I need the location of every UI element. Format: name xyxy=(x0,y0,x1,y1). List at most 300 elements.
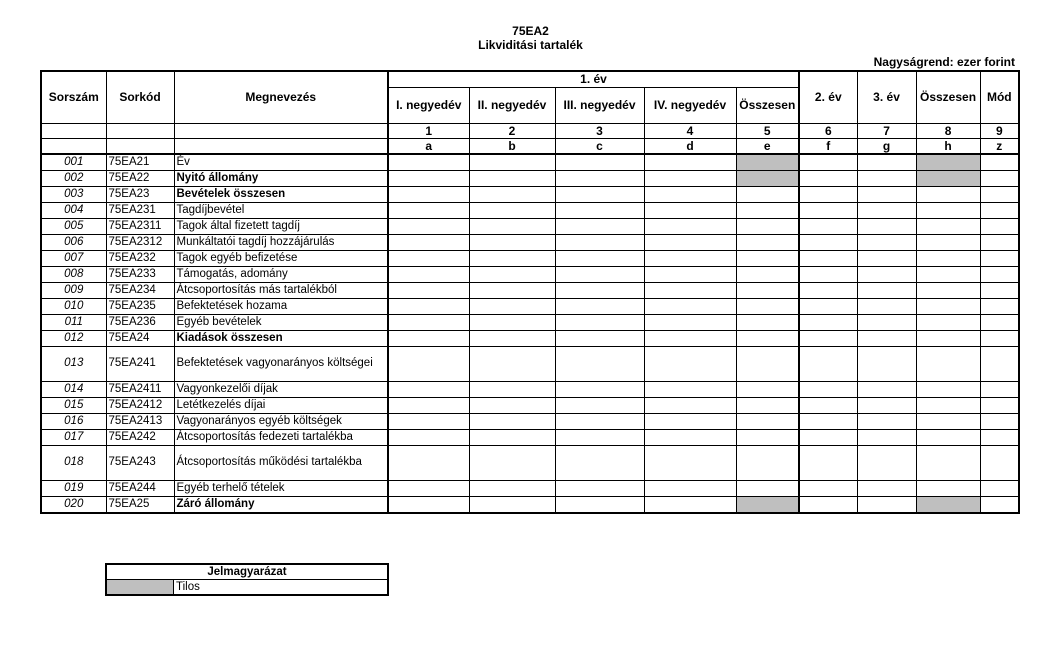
value-cell[interactable] xyxy=(644,346,736,381)
value-cell[interactable] xyxy=(555,480,644,496)
legend-label-tilos: Tilos xyxy=(174,580,389,596)
value-cell[interactable] xyxy=(799,330,857,346)
row-sorszam: 005 xyxy=(41,218,106,234)
value-cell[interactable] xyxy=(469,480,555,496)
value-cell[interactable] xyxy=(644,186,736,202)
row-sorszam: 019 xyxy=(41,480,106,496)
value-cell[interactable] xyxy=(469,413,555,429)
value-cell[interactable] xyxy=(388,154,469,171)
value-cell[interactable] xyxy=(388,346,469,381)
value-cell[interactable] xyxy=(644,397,736,413)
value-cell[interactable] xyxy=(469,218,555,234)
value-cell[interactable] xyxy=(644,480,736,496)
value-cell[interactable] xyxy=(799,202,857,218)
value-cell[interactable] xyxy=(736,397,799,413)
row-megnevezes: Befektetések hozama xyxy=(174,298,388,314)
column-number: 7 xyxy=(857,123,916,138)
value-cell[interactable] xyxy=(857,496,916,513)
value-cell[interactable] xyxy=(736,381,799,397)
value-cell[interactable] xyxy=(980,413,1019,429)
row-megnevezes: Letétkezelés díjai xyxy=(174,397,388,413)
table-row xyxy=(41,234,1019,250)
value-cell[interactable] xyxy=(916,397,980,413)
value-cell[interactable] xyxy=(388,202,469,218)
row-sorszam: 009 xyxy=(41,282,106,298)
value-cell[interactable] xyxy=(980,234,1019,250)
value-cell[interactable] xyxy=(555,186,644,202)
row-megnevezes: Átcsoportosítás működési tartalékba xyxy=(174,445,388,480)
table-row xyxy=(41,330,1019,346)
row-sorkod: 75EA231 xyxy=(106,202,174,218)
table-body xyxy=(41,154,1019,513)
row-megnevezes: Befektetések vagyonarányos költségei xyxy=(174,346,388,381)
value-cell[interactable] xyxy=(799,282,857,298)
row-sorkod: 75EA243 xyxy=(106,445,174,480)
value-cell[interactable] xyxy=(555,413,644,429)
value-cell[interactable] xyxy=(980,282,1019,298)
value-cell[interactable] xyxy=(388,250,469,266)
value-cell[interactable] xyxy=(644,314,736,330)
value-cell[interactable] xyxy=(555,218,644,234)
value-cell[interactable] xyxy=(644,381,736,397)
value-cell[interactable] xyxy=(388,413,469,429)
value-cell[interactable] xyxy=(857,381,916,397)
header-osszesen-year1: Összesen xyxy=(736,87,799,123)
column-number: 1 xyxy=(388,123,469,138)
value-cell[interactable] xyxy=(644,445,736,480)
value-cell[interactable] xyxy=(644,234,736,250)
row-megnevezes: Nyitó állomány xyxy=(174,170,388,186)
row-megnevezes: Kiadások összesen xyxy=(174,330,388,346)
table-row xyxy=(41,250,1019,266)
value-cell[interactable] xyxy=(469,346,555,381)
value-cell[interactable] xyxy=(388,186,469,202)
value-cell[interactable] xyxy=(916,234,980,250)
value-cell[interactable] xyxy=(388,480,469,496)
row-sorkod: 75EA234 xyxy=(106,282,174,298)
table-row xyxy=(41,314,1019,330)
column-letter: f xyxy=(799,138,857,154)
disabled-value-cell xyxy=(736,170,799,186)
row-megnevezes: Záró állomány xyxy=(174,496,388,513)
value-cell[interactable] xyxy=(799,480,857,496)
row-sorkod: 75EA2311 xyxy=(106,218,174,234)
value-cell[interactable] xyxy=(799,154,857,171)
value-cell[interactable] xyxy=(857,218,916,234)
row-sorszam: 002 xyxy=(41,170,106,186)
row-megnevezes: Bevételek összesen xyxy=(174,186,388,202)
value-cell[interactable] xyxy=(388,397,469,413)
value-cell[interactable] xyxy=(388,330,469,346)
row-sorkod: 75EA22 xyxy=(106,170,174,186)
value-cell[interactable] xyxy=(980,218,1019,234)
header-year1: 1. év xyxy=(388,71,799,87)
value-cell[interactable] xyxy=(736,250,799,266)
column-number: 4 xyxy=(644,123,736,138)
value-cell[interactable] xyxy=(736,266,799,282)
value-cell[interactable] xyxy=(388,282,469,298)
value-cell[interactable] xyxy=(388,234,469,250)
disabled-value-cell xyxy=(916,496,980,513)
value-cell[interactable] xyxy=(799,186,857,202)
header-q4: IV. negyedév xyxy=(644,87,736,123)
value-cell[interactable] xyxy=(736,445,799,480)
table-row xyxy=(41,429,1019,445)
row-sorszam: 018 xyxy=(41,445,106,480)
value-cell[interactable] xyxy=(388,218,469,234)
value-cell[interactable] xyxy=(388,381,469,397)
value-cell[interactable] xyxy=(736,429,799,445)
row-sorszam: 012 xyxy=(41,330,106,346)
value-cell[interactable] xyxy=(799,496,857,513)
value-cell[interactable] xyxy=(980,314,1019,330)
value-cell[interactable] xyxy=(857,429,916,445)
value-cell[interactable] xyxy=(980,186,1019,202)
value-cell[interactable] xyxy=(980,330,1019,346)
value-cell[interactable] xyxy=(980,266,1019,282)
value-cell[interactable] xyxy=(736,282,799,298)
value-cell[interactable] xyxy=(857,298,916,314)
header-megnevezes: Megnevezés xyxy=(174,71,388,123)
row-sorkod: 75EA2312 xyxy=(106,234,174,250)
header-osszesen: Összesen xyxy=(916,71,980,123)
value-cell[interactable] xyxy=(980,346,1019,381)
value-cell[interactable] xyxy=(799,413,857,429)
value-cell[interactable] xyxy=(388,314,469,330)
value-cell[interactable] xyxy=(644,250,736,266)
disabled-value-cell xyxy=(916,154,980,171)
value-cell[interactable] xyxy=(980,429,1019,445)
legend-title: Jelmagyarázat xyxy=(106,564,388,580)
table-row xyxy=(41,218,1019,234)
value-cell[interactable] xyxy=(857,282,916,298)
value-cell[interactable] xyxy=(916,282,980,298)
value-cell[interactable] xyxy=(469,170,555,186)
header-sorkod: Sorkód xyxy=(106,71,174,123)
value-cell[interactable] xyxy=(799,397,857,413)
value-cell[interactable] xyxy=(916,381,980,397)
value-cell[interactable] xyxy=(799,445,857,480)
value-cell[interactable] xyxy=(857,314,916,330)
value-cell[interactable] xyxy=(980,250,1019,266)
disabled-value-cell xyxy=(736,154,799,171)
value-cell[interactable] xyxy=(469,154,555,171)
column-letter: z xyxy=(980,138,1019,154)
value-cell[interactable] xyxy=(799,170,857,186)
value-cell[interactable] xyxy=(388,496,469,513)
row-sorkod: 75EA244 xyxy=(106,480,174,496)
value-cell[interactable] xyxy=(857,480,916,496)
value-cell[interactable] xyxy=(555,202,644,218)
value-cell[interactable] xyxy=(469,266,555,282)
value-cell[interactable] xyxy=(555,346,644,381)
table-row xyxy=(41,496,1019,513)
value-cell[interactable] xyxy=(469,330,555,346)
value-cell[interactable] xyxy=(980,445,1019,480)
row-sorszam: 014 xyxy=(41,381,106,397)
value-cell[interactable] xyxy=(469,397,555,413)
value-cell[interactable] xyxy=(736,186,799,202)
table-row xyxy=(41,413,1019,429)
row-sorszam: 020 xyxy=(41,496,106,513)
value-cell[interactable] xyxy=(857,186,916,202)
value-cell[interactable] xyxy=(736,480,799,496)
value-cell[interactable] xyxy=(644,330,736,346)
value-cell[interactable] xyxy=(736,346,799,381)
value-cell[interactable] xyxy=(469,381,555,397)
value-cell[interactable] xyxy=(736,330,799,346)
value-cell[interactable] xyxy=(469,298,555,314)
header-sorszam: Sorszám xyxy=(41,71,106,123)
table-row xyxy=(41,266,1019,282)
value-cell[interactable] xyxy=(736,234,799,250)
row-megnevezes: Átcsoportosítás más tartalékból xyxy=(174,282,388,298)
row-sorkod: 75EA21 xyxy=(106,154,174,171)
value-cell[interactable] xyxy=(857,202,916,218)
column-number: 6 xyxy=(799,123,857,138)
value-cell[interactable] xyxy=(555,266,644,282)
table-row xyxy=(41,202,1019,218)
value-cell[interactable] xyxy=(388,445,469,480)
value-cell[interactable] xyxy=(388,170,469,186)
column-number: 5 xyxy=(736,123,799,138)
row-megnevezes: Munkáltatói tagdíj hozzájárulás xyxy=(174,234,388,250)
row-sorkod: 75EA236 xyxy=(106,314,174,330)
value-cell[interactable] xyxy=(857,397,916,413)
value-cell[interactable] xyxy=(980,170,1019,186)
table-row xyxy=(41,186,1019,202)
value-cell[interactable] xyxy=(916,218,980,234)
value-cell[interactable] xyxy=(736,218,799,234)
value-cell[interactable] xyxy=(916,314,980,330)
column-letter: d xyxy=(644,138,736,154)
value-cell[interactable] xyxy=(916,330,980,346)
value-cell[interactable] xyxy=(857,330,916,346)
row-sorszam: 013 xyxy=(41,346,106,381)
row-sorkod: 75EA24 xyxy=(106,330,174,346)
value-cell[interactable] xyxy=(916,202,980,218)
value-cell[interactable] xyxy=(799,346,857,381)
legend xyxy=(105,563,389,596)
row-megnevezes: Vagyonkezelői díjak xyxy=(174,381,388,397)
value-cell[interactable] xyxy=(799,266,857,282)
row-sorszam: 011 xyxy=(41,314,106,330)
value-cell[interactable] xyxy=(555,298,644,314)
value-cell[interactable] xyxy=(555,282,644,298)
row-sorszam: 006 xyxy=(41,234,106,250)
row-megnevezes: Egyéb terhelő tételek xyxy=(174,480,388,496)
table-row xyxy=(41,346,1019,381)
header-q2: II. negyedév xyxy=(469,87,555,123)
value-cell[interactable] xyxy=(555,234,644,250)
row-megnevezes: Támogatás, adomány xyxy=(174,266,388,282)
value-cell[interactable] xyxy=(980,381,1019,397)
value-cell[interactable] xyxy=(916,480,980,496)
value-cell[interactable] xyxy=(736,413,799,429)
value-cell[interactable] xyxy=(555,445,644,480)
header-q3: III. negyedév xyxy=(555,87,644,123)
column-number: 2 xyxy=(469,123,555,138)
value-cell[interactable] xyxy=(555,250,644,266)
row-sorkod: 75EA2411 xyxy=(106,381,174,397)
value-cell[interactable] xyxy=(644,154,736,171)
column-letter: e xyxy=(736,138,799,154)
value-cell[interactable] xyxy=(736,298,799,314)
value-cell[interactable] xyxy=(644,298,736,314)
value-cell[interactable] xyxy=(736,314,799,330)
value-cell[interactable] xyxy=(555,154,644,171)
liquidity-reserve-table xyxy=(40,70,1020,514)
value-cell[interactable] xyxy=(916,429,980,445)
value-cell[interactable] xyxy=(916,413,980,429)
row-sorkod: 75EA232 xyxy=(106,250,174,266)
value-cell[interactable] xyxy=(388,266,469,282)
value-cell[interactable] xyxy=(980,496,1019,513)
legend-swatch-grey xyxy=(106,580,174,596)
column-letter: a xyxy=(388,138,469,154)
table-row xyxy=(41,381,1019,397)
row-sorkod: 75EA23 xyxy=(106,186,174,202)
value-cell[interactable] xyxy=(857,266,916,282)
value-cell[interactable] xyxy=(469,429,555,445)
value-cell[interactable] xyxy=(388,429,469,445)
header-year2: 2. év xyxy=(799,71,857,123)
row-sorszam: 017 xyxy=(41,429,106,445)
disabled-value-cell xyxy=(916,170,980,186)
column-number: 8 xyxy=(916,123,980,138)
table-row xyxy=(41,154,1019,171)
table-row xyxy=(41,298,1019,314)
value-cell[interactable] xyxy=(857,170,916,186)
value-cell[interactable] xyxy=(916,186,980,202)
row-sorszam: 004 xyxy=(41,202,106,218)
value-cell[interactable] xyxy=(644,496,736,513)
table-row xyxy=(41,170,1019,186)
row-sorkod: 75EA2412 xyxy=(106,397,174,413)
row-sorszam: 003 xyxy=(41,186,106,202)
table-row xyxy=(41,397,1019,413)
value-cell[interactable] xyxy=(644,413,736,429)
value-cell[interactable] xyxy=(469,250,555,266)
row-sorkod: 75EA25 xyxy=(106,496,174,513)
value-cell[interactable] xyxy=(916,298,980,314)
value-cell[interactable] xyxy=(469,202,555,218)
row-sorszam: 008 xyxy=(41,266,106,282)
row-sorszam: 016 xyxy=(41,413,106,429)
value-cell[interactable] xyxy=(980,202,1019,218)
row-megnevezes: Tagok egyéb befizetése xyxy=(174,250,388,266)
value-cell[interactable] xyxy=(799,381,857,397)
column-number: 3 xyxy=(555,123,644,138)
column-letter: g xyxy=(857,138,916,154)
value-cell[interactable] xyxy=(644,218,736,234)
value-cell[interactable] xyxy=(555,496,644,513)
row-megnevezes: Tagok által fizetett tagdíj xyxy=(174,218,388,234)
report-code: 75EA2 xyxy=(512,24,549,38)
header-mod: Mód xyxy=(980,71,1019,123)
value-cell[interactable] xyxy=(980,154,1019,171)
value-cell[interactable] xyxy=(857,445,916,480)
column-letter: h xyxy=(916,138,980,154)
value-cell[interactable] xyxy=(799,218,857,234)
value-cell[interactable] xyxy=(555,381,644,397)
value-cell[interactable] xyxy=(388,298,469,314)
report-title: Likviditási tartalék xyxy=(478,38,583,52)
row-sorkod: 75EA233 xyxy=(106,266,174,282)
value-cell[interactable] xyxy=(555,429,644,445)
column-number: 9 xyxy=(980,123,1019,138)
row-sorkod: 75EA2413 xyxy=(106,413,174,429)
value-cell[interactable] xyxy=(980,480,1019,496)
value-cell[interactable] xyxy=(644,266,736,282)
row-sorkod: 75EA242 xyxy=(106,429,174,445)
value-cell[interactable] xyxy=(799,250,857,266)
value-cell[interactable] xyxy=(469,186,555,202)
value-cell[interactable] xyxy=(469,445,555,480)
row-megnevezes: Átcsoportosítás fedezeti tartalékba xyxy=(174,429,388,445)
value-cell[interactable] xyxy=(799,429,857,445)
row-megnevezes: Egyéb bevételek xyxy=(174,314,388,330)
row-sorkod: 75EA235 xyxy=(106,298,174,314)
value-cell[interactable] xyxy=(857,413,916,429)
row-megnevezes: Vagyonarányos egyéb költségek xyxy=(174,413,388,429)
value-cell[interactable] xyxy=(644,170,736,186)
table-row xyxy=(41,282,1019,298)
value-cell[interactable] xyxy=(469,282,555,298)
value-cell[interactable] xyxy=(916,346,980,381)
value-cell[interactable] xyxy=(980,397,1019,413)
row-megnevezes: Tagdíjbevétel xyxy=(174,202,388,218)
row-sorkod: 75EA241 xyxy=(106,346,174,381)
value-cell[interactable] xyxy=(644,202,736,218)
unit-label: Nagyságrend: ezer forint xyxy=(873,55,1015,69)
value-cell[interactable] xyxy=(799,314,857,330)
row-sorszam: 001 xyxy=(41,154,106,171)
value-cell[interactable] xyxy=(469,234,555,250)
value-cell[interactable] xyxy=(857,154,916,171)
value-cell[interactable] xyxy=(857,234,916,250)
value-cell[interactable] xyxy=(555,170,644,186)
value-cell[interactable] xyxy=(469,496,555,513)
value-cell[interactable] xyxy=(857,250,916,266)
value-cell[interactable] xyxy=(555,330,644,346)
column-letter: b xyxy=(469,138,555,154)
value-cell[interactable] xyxy=(916,266,980,282)
value-cell[interactable] xyxy=(799,234,857,250)
value-cell[interactable] xyxy=(736,202,799,218)
table-row xyxy=(41,445,1019,480)
row-sorszam: 015 xyxy=(41,397,106,413)
column-letter: c xyxy=(555,138,644,154)
value-cell[interactable] xyxy=(644,429,736,445)
disabled-value-cell xyxy=(736,496,799,513)
row-sorszam: 007 xyxy=(41,250,106,266)
value-cell[interactable] xyxy=(916,250,980,266)
value-cell[interactable] xyxy=(916,445,980,480)
value-cell[interactable] xyxy=(644,282,736,298)
value-cell[interactable] xyxy=(799,298,857,314)
row-megnevezes: Év xyxy=(174,154,388,171)
header-q1: I. negyedév xyxy=(388,87,469,123)
value-cell[interactable] xyxy=(555,397,644,413)
table-row xyxy=(41,480,1019,496)
value-cell[interactable] xyxy=(980,298,1019,314)
row-sorszam: 010 xyxy=(41,298,106,314)
header-year3: 3. év xyxy=(857,71,916,123)
value-cell[interactable] xyxy=(469,314,555,330)
value-cell[interactable] xyxy=(555,314,644,330)
value-cell[interactable] xyxy=(857,346,916,381)
